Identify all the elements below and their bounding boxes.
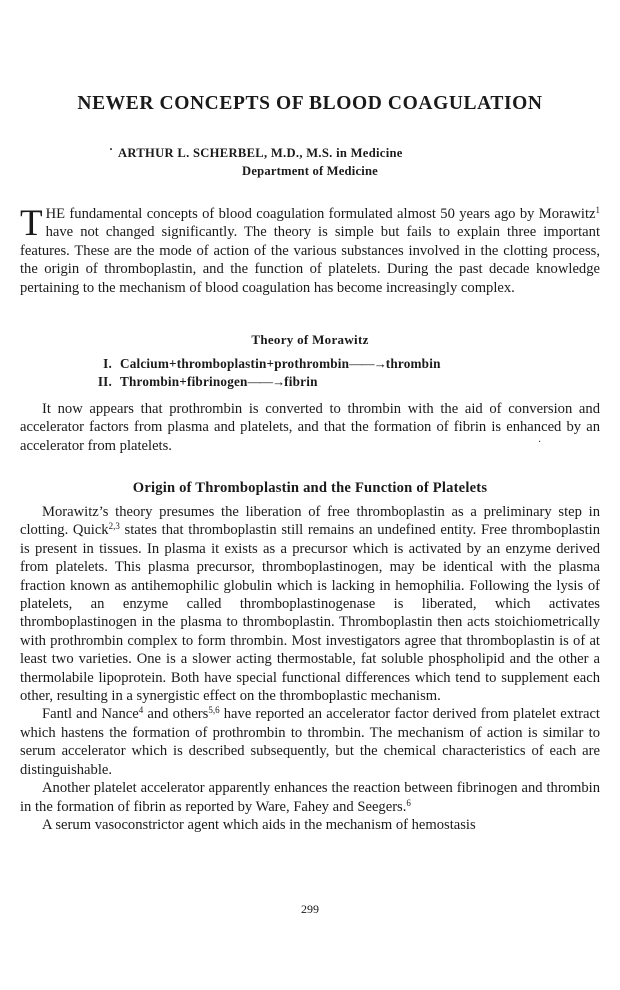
equation-1 xyxy=(86,356,441,372)
paragraph-2-text-b: and others xyxy=(143,706,209,723)
paragraph-2-text-a: Fantl and Nance xyxy=(42,706,139,723)
equation-2 xyxy=(86,374,318,390)
intro-text-part-2: have not changed significantly. The theory is simple but fails to explain three important features. These are the mode of action of the various substances involved in the clotting process, the origin of thromboplastin, and the function of platelets. During the past decade knowledge pertaining to the mechanism of blood coagulation has become increasingly complex. xyxy=(20,224,600,296)
intro-paragraph xyxy=(20,205,600,297)
equation-2-number: II. xyxy=(97,374,112,389)
section-paragraph-4: A serum vasoconstrictor agent which aids in the mechanism of hemostasis xyxy=(42,816,476,833)
post-theory-paragraph xyxy=(20,400,600,455)
equation-2-reactants: Thrombin+fibrinogen xyxy=(120,374,248,389)
citation-ref: 5,6 xyxy=(208,705,220,716)
section-paragraph-2 xyxy=(20,705,600,779)
department-line: Department of Medicine xyxy=(242,164,378,178)
theory-heading: Theory of Morawitz xyxy=(251,332,369,347)
stray-mark: · xyxy=(538,437,542,448)
drop-cap: T xyxy=(20,203,43,244)
citation-ref: 1 xyxy=(595,205,600,215)
author-line xyxy=(109,142,403,161)
reaction-arrow-icon: ——→ xyxy=(349,356,386,371)
page-number: 299 xyxy=(301,902,319,916)
intro-text-part-1: HE fundamental concepts of blood coagulation formulated almost 50 years ago by Morawitz xyxy=(45,206,596,222)
section-body xyxy=(20,503,600,834)
citation-ref: 6 xyxy=(406,797,411,808)
citation-ref: 2,3 xyxy=(108,521,120,532)
equation-2-product: fibrin xyxy=(284,374,318,389)
article-title: NEWER CONCEPTS OF BLOOD COAGULATION xyxy=(77,93,543,114)
intro-text xyxy=(20,205,600,297)
stray-mark: · xyxy=(109,142,114,156)
author-name: ARTHUR L. SCHERBEL, M.D., M.S. in Medicine xyxy=(118,146,403,160)
paragraph-1-text-b: states that thromboplastin still remains an undefined entity. Free thromboplastin is present in tissues. In plasma it exists as a precursor which is activated by an enzyme derived from platelets. This plasma precursor, thromboplastinogen, may be identical with the plasma fraction known as antihemophilic globulin which is lacking in hemophilia. Following the lysis of platelets, an enzyme called thromboplastinogenase is liberated, which activates thromboplastinogen in the plasma to thromboplastin. Thromboplastin then acts stoichiometrically with prothrombin complex to form thrombin. Most investigators agree that thromboplastin is of at least two varieties. One is a slower acting thermostable, fat soluble phospholipid and the other a thermolabile lipoprotein. Both have special functional differences which tend to supplement each other, resulting in a synergistic effect on the thromboplastic mechanism. xyxy=(20,522,600,705)
section-paragraph-1 xyxy=(20,503,600,705)
paragraph-3-text: Another platelet accelerator apparently enhances the reaction between fibrinogen and thrombin in the formation of fibrin as reported by Ware, Fahey and Seegers. xyxy=(20,780,600,815)
reaction-arrow-icon: ——→ xyxy=(247,374,285,389)
section-heading: Origin of Thromboplastin and the Function of Platelets xyxy=(132,480,488,496)
paragraph-1-text-a: Morawitz’s theory presumes the liberation of free thromboplastin as a preliminary step in clotting. Quick xyxy=(20,504,600,539)
section-paragraph-3 xyxy=(20,779,600,816)
equation-1-number: I. xyxy=(103,356,112,371)
paragraph-2-text-c: have reported an accelerator factor derived from platelet extract which hastens the formation of prothrombin to thrombin. The mechanism of action is similar to serum accelerator which is described subsequently, but the chemical characteristics of each are distinguishable. xyxy=(20,706,600,778)
equation-1-reactants: Calcium+thromboplastin+prothrombin xyxy=(120,356,350,371)
equation-1-product: thrombin xyxy=(385,356,441,371)
citation-ref: 4 xyxy=(138,705,144,716)
post-theory-text: It now appears that prothrombin is converted to thrombin with the aid of conversion and accelerator factors from plasma and platelets, and that the formation of fibrin is enhanced by an accelerator from platelets. xyxy=(20,401,600,454)
